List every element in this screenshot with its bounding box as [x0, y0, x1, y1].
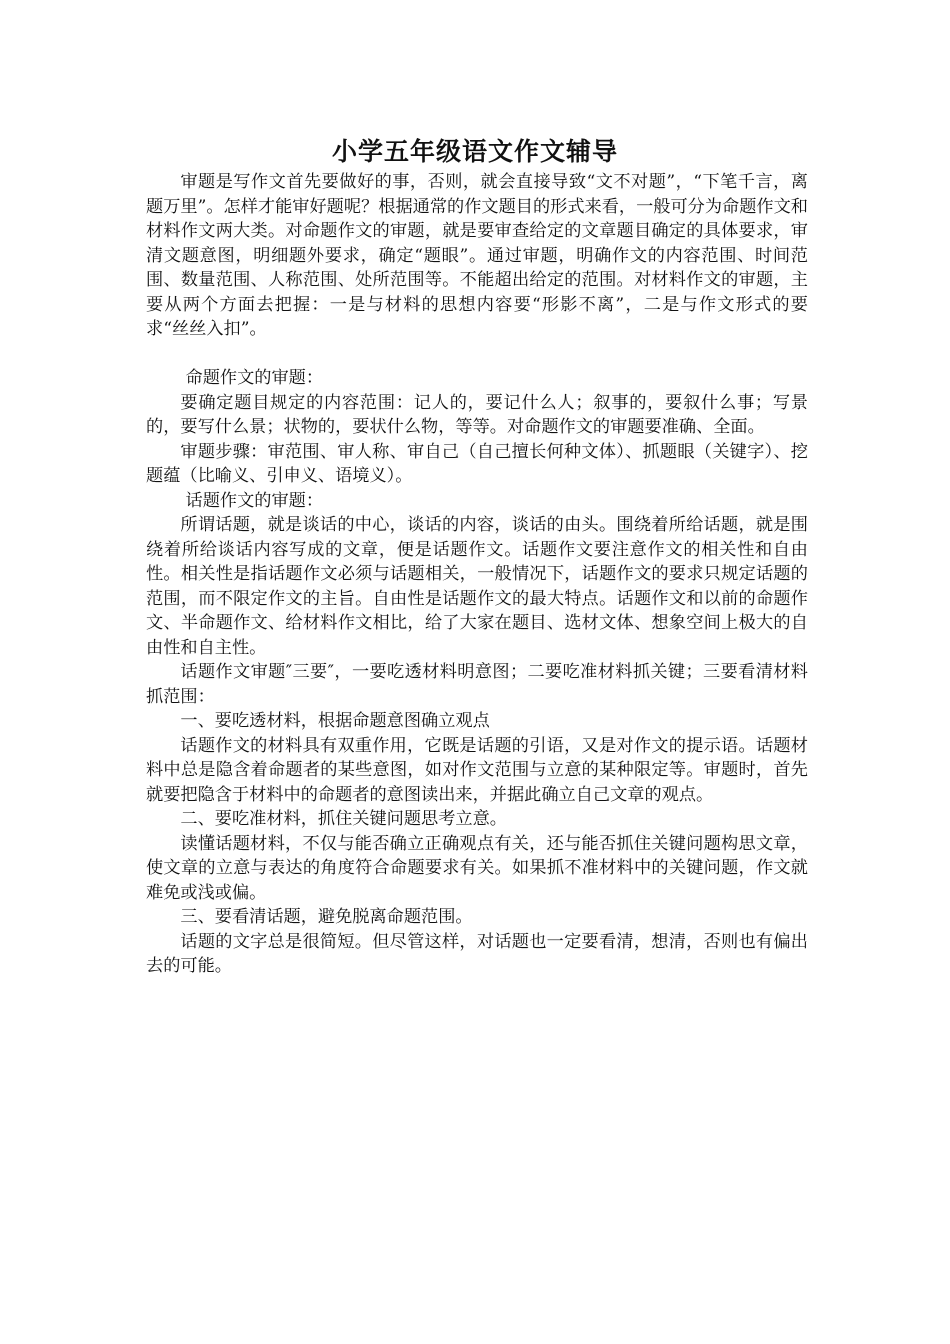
point-2-heading: 二、要吃准材料，抓住关键问题思考立意。	[180, 809, 507, 829]
topic-paragraph-2: 审题步骤：审范围、审人称、审自己（自己擅长何种文体）、抓题眼（关键字）、挖题蕴（比喻义、引申义、语境义）。	[146, 441, 808, 486]
point-2-text: 读懂话题材料，不仅与能否确立正确观点有关，还与能否抓住关键问题构思文章，使文章的立意与表达的角度符合命题要求有关。如果抓不准材料中的关键问题，作文就难免或浅或偏。	[146, 833, 808, 903]
section-heading-topic: 命题作文的审题：	[185, 368, 324, 388]
huati-paragraph-1: 所谓话题，就是谈话的中心，谈话的内容，谈话的由头。围绕着所给话题，就是围绕着所给谈话内容写成的文章，便是话题作文。话题作文要注意作文的相关性和自由性。相关性是指话题作文必须与话题相关，一般情况下，话题作文的要求只规定话题的范围，而不限定作文的主旨。自由性是话题作文的最大特点。话题作文和以前的命题作文、半命题作文、给材料作文相比，给了大家在题目、选材文体、想象空间上极大的自由性和自主性。	[146, 515, 808, 658]
document-body	[146, 170, 808, 979]
intro-paragraph: 审题是写作文首先要做好的事，否则，就会直接导致“文不对题”，“下笔千言，离题万里”。怎样才能审好题呢？根据通常的作文题目的形式来看，一般可分为命题作文和材料作文两大类。对命题作文的审题，就是要审查给定的文章题目确定的具体要求，审清文题意图，明细题外要求，确定“题眼”。通过审题，明确作文的内容范围、时间范围、数量范围、人称范围、处所范围等。不能超出给定的范围。对材料作文的审题，主要从两个方面去把握：一是与材料的思想内容要“形影不离”，二是与作文形式的要求“丝丝入扣”。	[146, 172, 808, 339]
point-1-heading: 一、要吃透材料，根据命题意图确立观点	[180, 711, 490, 731]
document-title: 小学五年级语文作文辅导	[331, 137, 618, 166]
point-1-text: 话题作文的材料具有双重作用，它既是话题的引语，又是对作文的提示语。话题材料中总是隐含着命题者的某些意图，如对作文范围与立意的某种限定等。审题时，首先就要把隐含于材料中的命题者的意图读出来，并据此确立自己文章的观点。	[146, 735, 808, 805]
section-heading-huati: 话题作文的审题：	[185, 490, 324, 511]
point-3-text: 话题的文字总是很简短。但尽管这样，对话题也一定要看清，想清，否则也有偏出去的可能。	[146, 931, 808, 976]
blank-line	[146, 342, 808, 367]
point-3-heading: 三、要看清话题，避免脱离命题范围。	[180, 907, 473, 927]
topic-paragraph-1: 要确定题目规定的内容范围：记人的，要记什么人；叙事的，要叙什么事；写景的，要写什么景；状物的，要状什么物，等等。对命题作文的审题要准确、全面。	[146, 392, 808, 437]
huati-paragraph-2: 话题作文审题″三要″，一要吃透材料明意图；二要吃准材料抓关键；三要看清材料抓范围：	[146, 662, 808, 707]
